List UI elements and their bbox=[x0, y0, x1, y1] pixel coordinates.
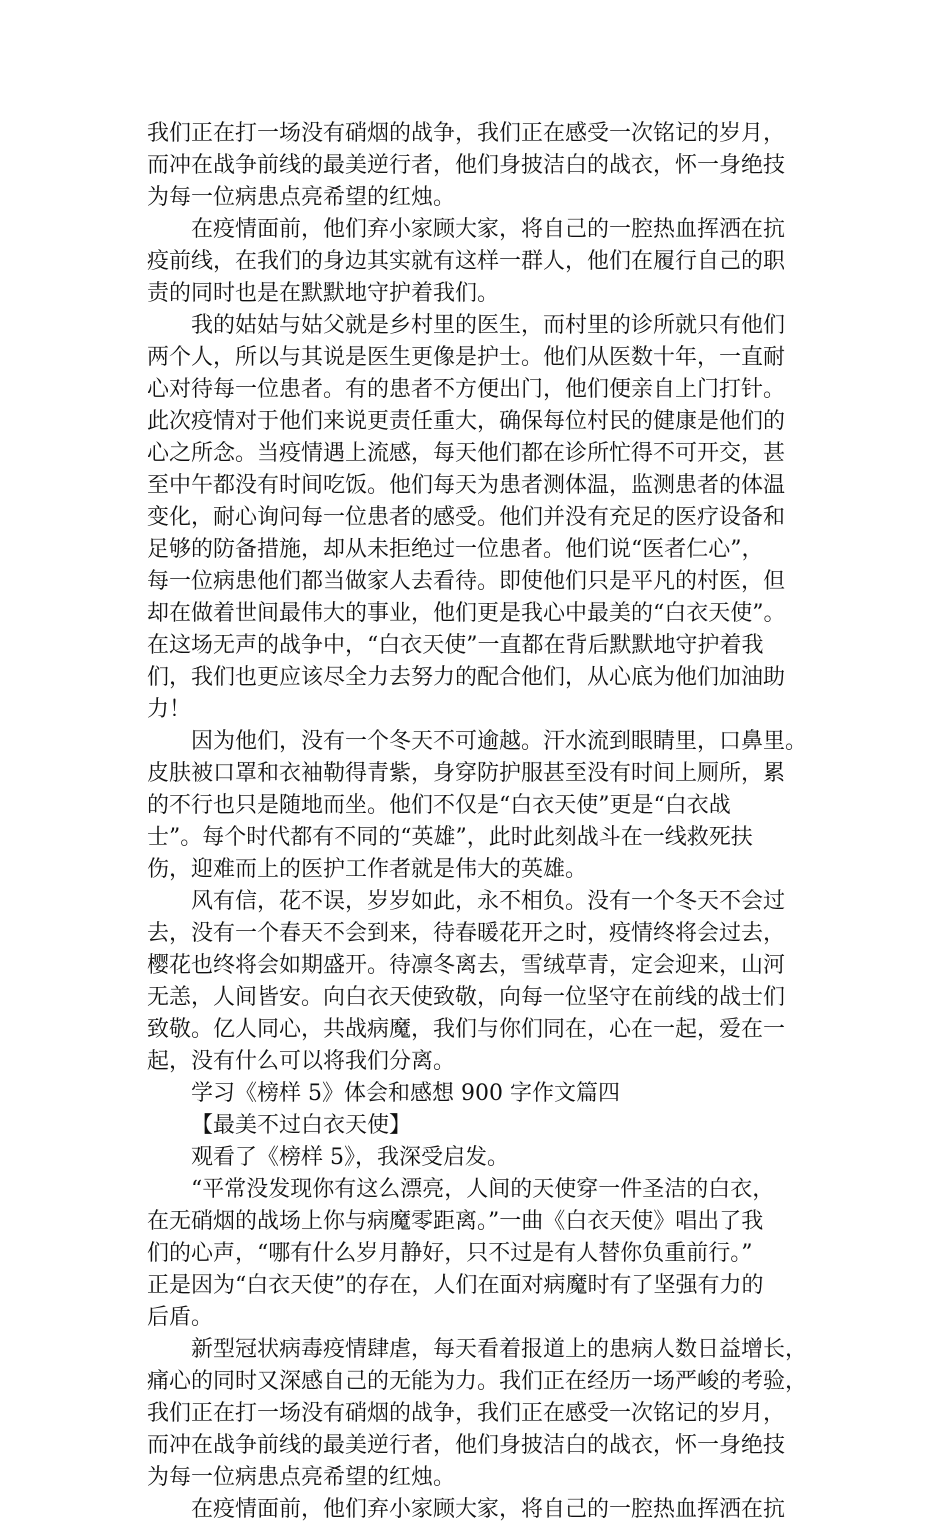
section-heading: 学习《榜样 5》体会和感想 900 字作文篇四 bbox=[191, 1081, 620, 1106]
paragraph-5: 风有信，花不误，岁岁如此，永不相负。没有一个冬天不会过 去，没有一个春天不会到来，待春暖花开之时，疫情终将会过去， 樱花也终将会如期盛开。待凛冬离去，雪绒草青，定会迎来，山河 无恙，人间皆安。向白衣天使致敬，向每一位坚守在前线的战士们 致敬。亿人同心，共战病魔，我们与你们同在，心在一起，爱在一 起，没有什么可以将我们分离。 bbox=[147, 889, 786, 1074]
paragraph-8: 新型冠状病毒疫情肆虐，每天看着报道上的患病人数日益增长， 痛心的同时又深感自己的无能为力。我们正在经历一场严峻的考验， 我们正在打一场没有硝烟的战争，我们正在感受一次铭记的岁月， 而冲在战争前线的最美逆行者，他们身披洁白的战衣，怀一身绝技 为每一位病患点亮希望的红烛。 bbox=[147, 1337, 808, 1490]
paragraph-9: 在疫情面前，他们弃小家顾大家，将自己的一腔热血挥洒在抗 bbox=[191, 1497, 786, 1522]
paragraph-7: “平常没发现你有这么漂亮，人间的天使穿一件圣洁的白衣， 在无硝烟的战场上你与病魔零距离。”一曲《白衣天使》唱出了我 们的心声，“哪有什么岁月静好，只不过是有人替你负重前行。” 正是因为“白衣天使”的存在，人们在面对病魔时有了坚强有力的 后盾。 bbox=[147, 1177, 775, 1330]
section-subtitle: 【最美不过白衣天使】 bbox=[191, 1113, 412, 1138]
paragraph-1: 我们正在打一场没有硝烟的战争，我们正在感受一次铭记的岁月， 而冲在战争前线的最美逆行者，他们身披洁白的战衣，怀一身绝技 为每一位病患点亮希望的红烛。 bbox=[147, 121, 786, 210]
document-body bbox=[147, 118, 807, 1526]
paragraph-6: 观看了《榜样 5》，我深受启发。 bbox=[191, 1145, 509, 1170]
paragraph-2: 在疫情面前，他们弃小家顾大家，将自己的一腔热血挥洒在抗 疫前线，在我们的身边其实就有这样一群人，他们在履行自己的职 责的同时也是在默默地守护着我们。 bbox=[147, 217, 786, 306]
paragraph-4: 因为他们，没有一个冬天不可逾越。汗水流到眼睛里，口鼻里。 皮肤被口罩和衣袖勒得青紫，身穿防护服甚至没有时间上厕所，累 的不行也只是随地而坐。他们不仅是“白衣天使”更是“白衣战 士”。每个时代都有不同的“英雄”，此时此刻战斗在一线救死扶 伤，迎难而上的医护工作者就是伟大的英雄。 bbox=[147, 729, 808, 882]
paragraph-3: 我的姑姑与姑父就是乡村里的医生，而村里的诊所就只有他们 两个人，所以与其说是医生更像是护士。他们从医数十年，一直耐 心对待每一位患者。有的患者不方便出门，他们便亲自上门打针。 此次疫情对于他们来说更责任重大，确保每位村民的健康是他们的 心之所念。当疫情遇上流感，每天他们都在诊所忙得不可开交，甚 至中午都没有时间吃饭。他们每天为患者测体温，监测患者的体温 变化，耐心询问每一位患者的感受。他们并没有充足的医疗设备和 足够的防备措施，却从未拒绝过一位患者。他们说“医者仁心”， 每一位病患他们都当做家人去看待。即使他们只是平凡的村医，但 却在做着世间最伟大的事业，他们更是我心中最美的“白衣天使”。 在这场无声的战争中，“白衣天使”一直都在背后默默地守护着我 们，我们也更应该尽全力去努力的配合他们，从心底为他们加油助 力！ bbox=[147, 313, 786, 722]
